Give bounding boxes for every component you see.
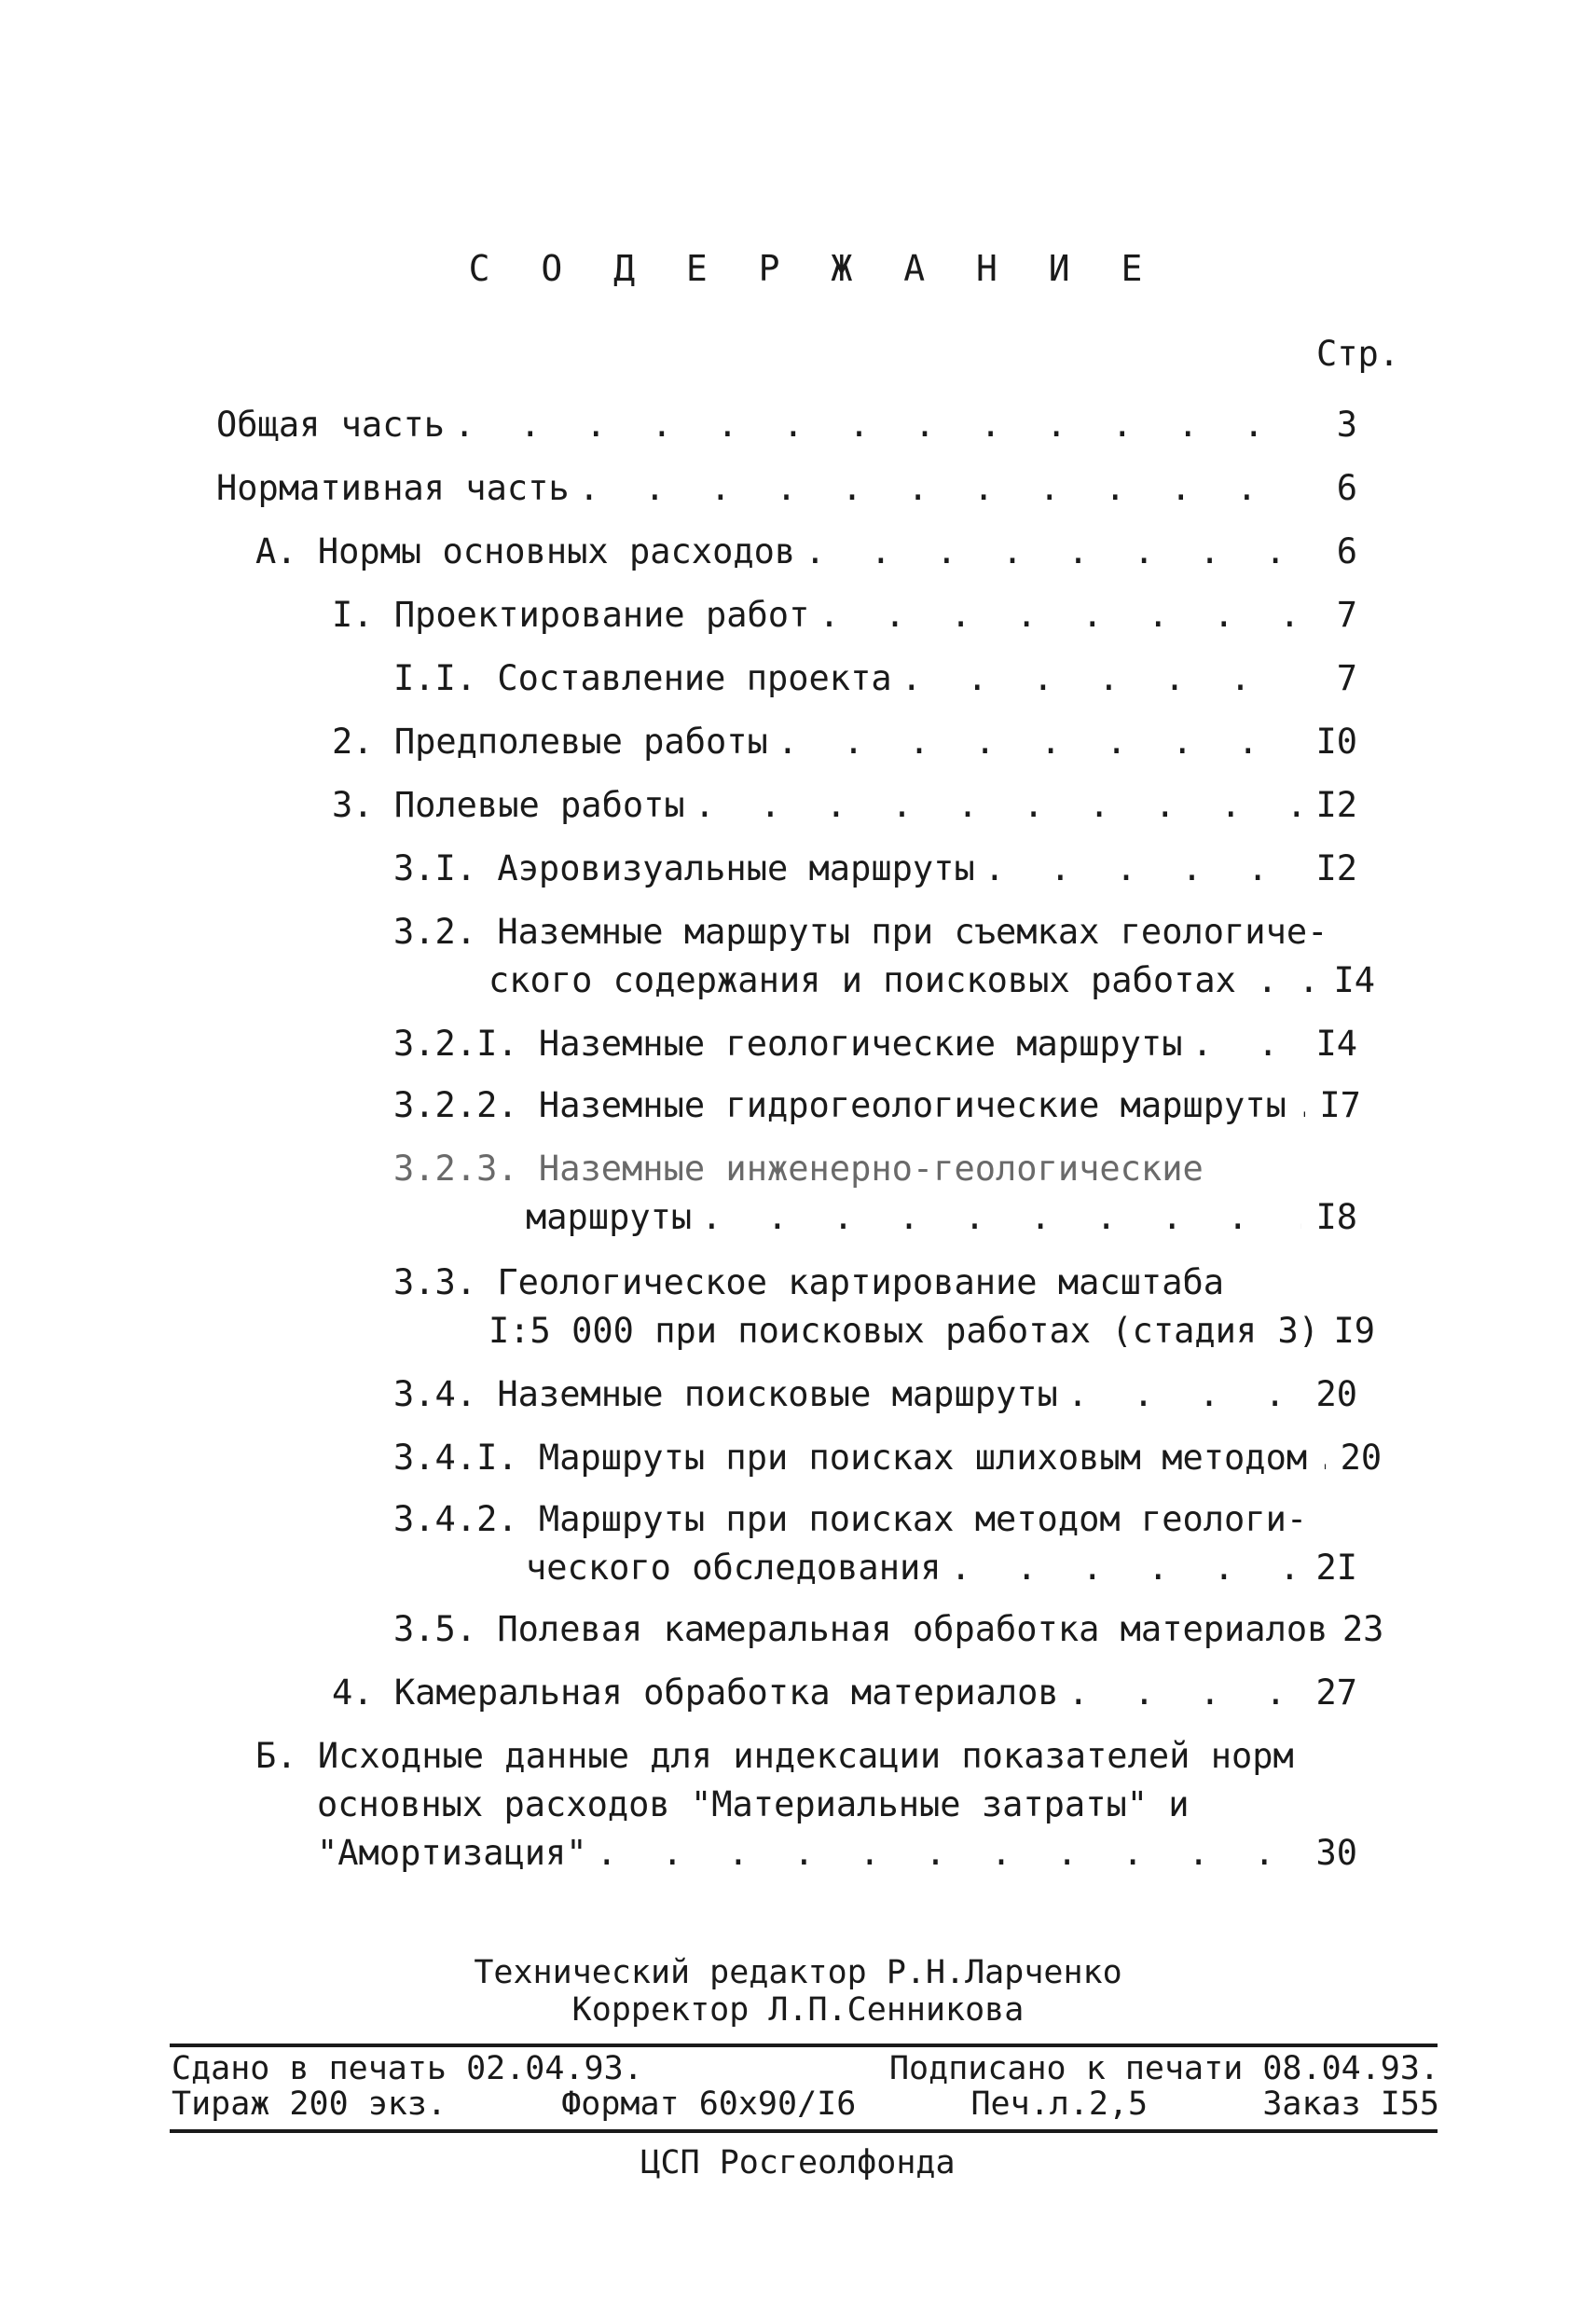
toc-entry-title: Б. Исходные данные для индексации показателей норм (255, 1736, 1294, 1776)
toc-entry-page: 23 (1341, 1609, 1384, 1649)
toc-entry-title: 3.4.2. Маршруты при поисках методом геологи- (393, 1499, 1308, 1539)
toc-entry-title: 3. Полевые работы (332, 785, 685, 825)
toc-entry-title: 3.2.3. Наземные инженерно-геологические (393, 1149, 1204, 1189)
toc-entry-title: 3.3. Геологическое картирование масштаба (393, 1262, 1225, 1302)
toc-entry-title: Общая часть (216, 405, 446, 445)
dot-leader (942, 1544, 1301, 1592)
toc-entry-title: 3.2.I. Наземные геологические маршруты (393, 1024, 1183, 1064)
paper-format: Формат 60х90/I6 (561, 2085, 857, 2123)
top-rule (170, 2044, 1438, 2047)
bottom-rule (170, 2129, 1438, 2133)
toc-entry-page: I9 (1333, 1311, 1376, 1351)
toc-entry-continuation: ского содержания и поисковых работах . . (488, 960, 1320, 1000)
toc-entry-title: 3.2.2. Наземные гидрогеологические маршруты (393, 1085, 1286, 1125)
toc-entry-title: А. Нормы основных расходов (255, 531, 796, 571)
toc-entry-continuation: ческого обследования (526, 1548, 942, 1588)
toc-entry-title: 3.4.I. Маршруты при поисках шлиховым методом (393, 1438, 1308, 1478)
toc-entry-page: 2I (1315, 1548, 1357, 1588)
toc-entry-continuation: основных расходов "Материальные затраты" и (317, 1784, 1190, 1824)
dot-leader (809, 591, 1301, 640)
toc-entry[interactable] (393, 1434, 1383, 1482)
toc-entry[interactable] (393, 1081, 1361, 1130)
dot-leader (892, 654, 1301, 703)
toc-entry-page: 6 (1336, 531, 1357, 571)
toc-entry-page: 7 (1336, 595, 1357, 635)
printer-name: ЦСП Росгеолфонда (640, 2144, 956, 2181)
page-title: С О Д Е Р Ж А Н И Е (468, 248, 1158, 289)
dot-leader (587, 1829, 1301, 1878)
toc-entry[interactable] (393, 1259, 1376, 1356)
toc-entry-page: 7 (1336, 658, 1357, 698)
toc-entry[interactable] (393, 1020, 1357, 1068)
dot-leader (1307, 1434, 1326, 1482)
toc-entry-page: 30 (1315, 1833, 1357, 1873)
dot-leader (445, 401, 1301, 449)
toc-entry-page: I2 (1315, 848, 1357, 888)
toc-entry-title: 3.I. Аэровизуальные маршруты (393, 848, 975, 888)
sent-to-print: Сдано в печать 02.04.93. (172, 2050, 643, 2087)
circulation: Тираж 200 экз. (172, 2085, 447, 2123)
dot-leader (685, 781, 1301, 830)
toc-entry-page: I2 (1315, 785, 1357, 825)
page-column-label: Стр. (1316, 334, 1400, 374)
signed-to-print: Подписано к печати 08.04.93. (888, 2050, 1439, 2087)
corrector: Корректор Л.П.Сенникова (571, 1991, 1025, 2029)
dot-leader (570, 464, 1301, 513)
toc-entry-continuation: маршруты (526, 1197, 693, 1237)
toc-entry[interactable] (332, 591, 1357, 640)
toc-entry[interactable] (393, 845, 1357, 893)
printed-sheets: Печ.л.2,5 (970, 2085, 1149, 2123)
toc-entry[interactable] (216, 464, 1357, 513)
dot-leader (1182, 1020, 1301, 1068)
toc-entry-page: 3 (1336, 405, 1357, 445)
toc-entry-page: I4 (1333, 960, 1376, 1000)
toc-entry-page: 20 (1315, 1374, 1357, 1414)
toc-entry-page: 27 (1315, 1672, 1357, 1713)
toc-entry[interactable] (216, 401, 1357, 449)
toc-entry-continuation: I:5 000 при поисковых работах (стадия 3) (488, 1311, 1320, 1351)
dot-leader (795, 528, 1301, 576)
credits (0, 1954, 1596, 2029)
dot-leader (768, 718, 1301, 766)
toc-entry-page: I4 (1315, 1024, 1357, 1064)
toc-entry-title: 3.4. Наземные поисковые маршруты (393, 1374, 1058, 1414)
toc-entry-page: 20 (1340, 1438, 1383, 1478)
toc-entry-title: 3.5. Полевая камеральная обработка материалов (393, 1609, 1328, 1649)
toc-entry[interactable] (393, 908, 1376, 1005)
toc-entry-continuation: "Амортизация" (317, 1833, 587, 1873)
toc-entry-page: 6 (1336, 468, 1357, 508)
toc-entry-title: I. Проектирование работ (332, 595, 810, 635)
toc-entry-title: Нормативная часть (216, 468, 570, 508)
dot-leader (1058, 1370, 1301, 1419)
dot-leader (692, 1193, 1301, 1242)
toc-entry-page: I7 (1319, 1085, 1361, 1125)
tech-editor: Технический редактор Р.Н.Ларченко (474, 1954, 1122, 1991)
toc-entry[interactable] (393, 1495, 1357, 1592)
toc-entry[interactable] (332, 781, 1357, 830)
toc-entry-title: 4. Камеральная обработка материалов (332, 1672, 1059, 1713)
toc-entry-title: 2. Предполевые работы (332, 722, 768, 762)
order-number: Заказ I55 (1262, 2085, 1439, 2123)
toc-entry[interactable] (255, 1732, 1357, 1878)
toc-entry-title: 3.2. Наземные маршруты при съемках геологиче- (393, 912, 1328, 952)
toc-entry[interactable] (255, 528, 1357, 576)
imprint (172, 2051, 1439, 2122)
toc-entry[interactable] (332, 718, 1357, 766)
dot-leader (975, 845, 1301, 893)
toc-entry-title: I.I. Составление проекта (393, 658, 892, 698)
toc-entry[interactable] (393, 1370, 1357, 1419)
toc-entry[interactable] (393, 1605, 1384, 1654)
toc-entry-page: I0 (1315, 722, 1357, 762)
toc-entry[interactable] (332, 1669, 1357, 1717)
dot-leader (1286, 1081, 1305, 1130)
toc-entry[interactable] (393, 1145, 1357, 1242)
toc-entry[interactable] (393, 654, 1357, 703)
toc-entry-page: I8 (1315, 1197, 1357, 1237)
dot-leader (1059, 1669, 1301, 1717)
